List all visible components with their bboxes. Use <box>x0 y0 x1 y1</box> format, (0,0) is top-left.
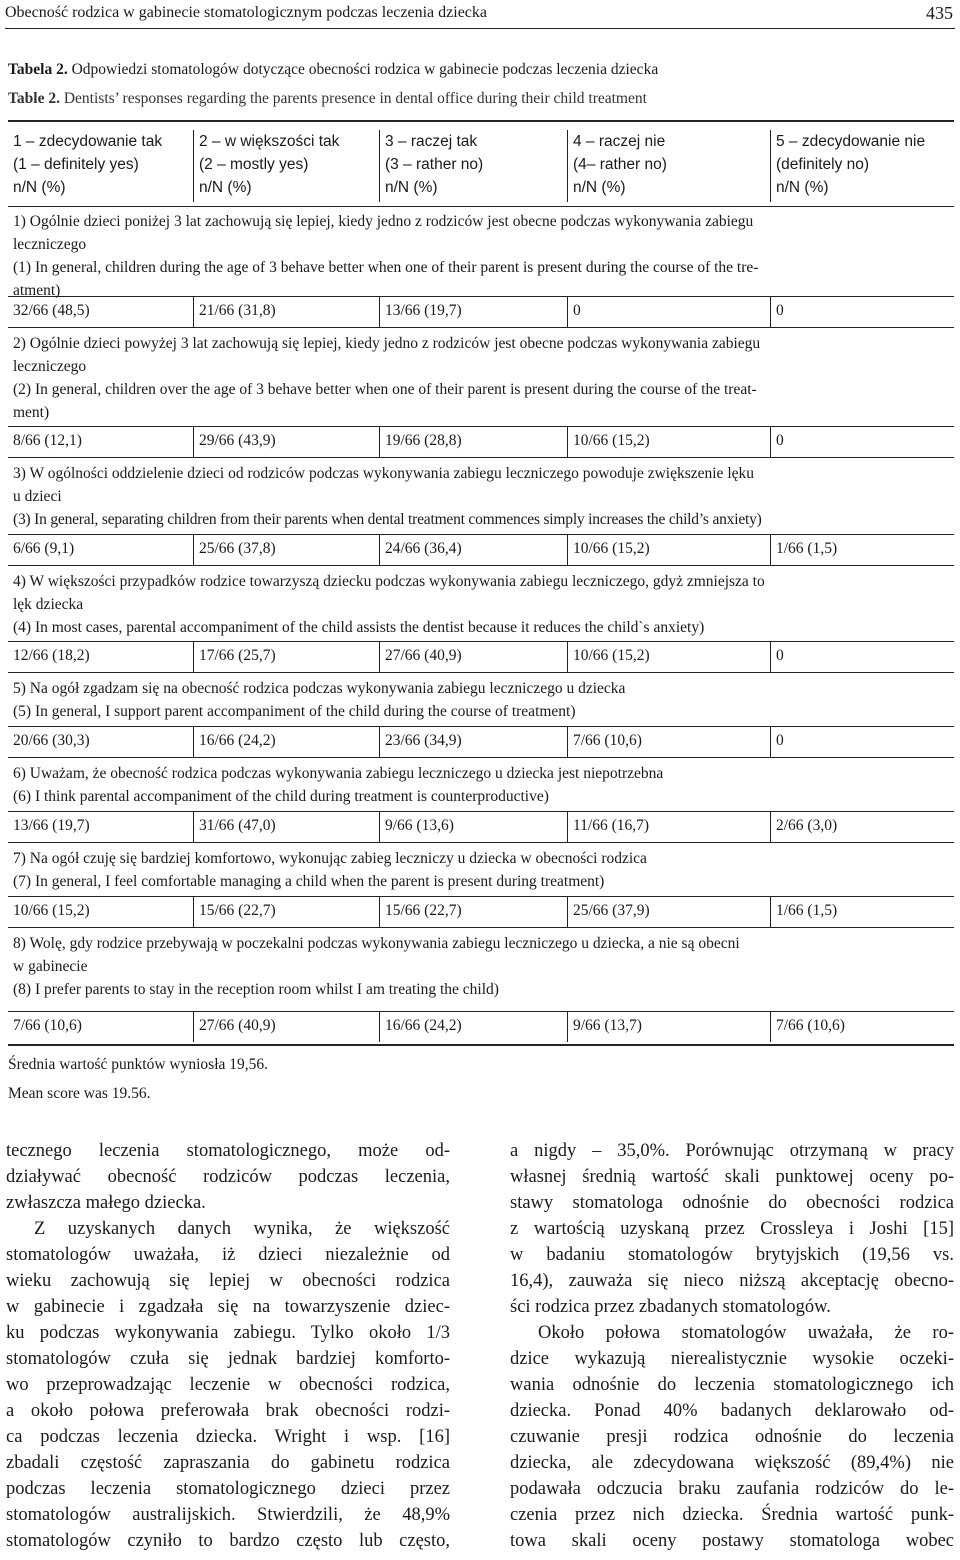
answer-cell: 19/66 (28,8) <box>379 427 567 457</box>
question-text <box>13 570 945 639</box>
answer-row <box>8 1011 954 1042</box>
answer-cell: 0 <box>770 642 954 672</box>
answer-cell: 25/66 (37,9) <box>567 897 770 927</box>
question-block-3 <box>8 458 954 566</box>
text-line: stomatologów czyniło to bardzo często lub często, <box>6 1531 450 1551</box>
text-line: Około połowa stomatologów uważała, że ro- <box>538 1323 954 1343</box>
question-text <box>13 677 945 723</box>
text-line: w gabinecie i zgadzała się na towarzyszenie dziec- <box>6 1297 450 1317</box>
question-block-6 <box>8 758 954 843</box>
question-line: u dzieci <box>13 488 62 505</box>
answer-cell: 15/66 (22,7) <box>379 897 567 927</box>
column-header-unit: n/N (%) <box>199 179 252 196</box>
question-line: (8) I prefer parents to stay in the reception room whilst I am treating the child) <box>13 981 499 998</box>
text-line: ści rodzica przez zbadanych stomatologów. <box>510 1297 831 1317</box>
answer-row <box>8 534 954 565</box>
text-line: stawy stomatologa odnośnie do obecności rodzica <box>510 1193 954 1213</box>
text-line: wania odnośnie do leczenia stomatologicznego ich <box>510 1375 954 1395</box>
question-text <box>13 932 945 1001</box>
text-line: stomatologów uważała, iż dzieci niezależnie od <box>6 1245 450 1265</box>
question-block-4 <box>8 566 954 673</box>
column-header-en: (1 – definitely yes) <box>13 156 139 173</box>
text-line: towa skali oceny postawy stomatologa wobec <box>510 1531 954 1551</box>
question-line: ment) <box>13 404 50 421</box>
column-header-unit: n/N (%) <box>776 179 829 196</box>
column-header-unit: n/N (%) <box>13 179 66 196</box>
text-line: działywać obecność rodziców podczas leczenia, <box>6 1167 450 1187</box>
text-line: a około połowa preferowała brak obecności rodzi- <box>6 1401 450 1421</box>
text-line: wo przeprowadzając leczenie w obecności rodzica, <box>6 1375 450 1395</box>
text-line: a nigdy – 35,0%. Porównując otrzymaną w pracy <box>510 1141 954 1161</box>
answer-cell: 23/66 (34,9) <box>379 727 567 757</box>
text-line: ca podczas leczenia dziecka. Wright i wsp. [16] <box>6 1427 450 1447</box>
answer-cell: 21/66 (31,8) <box>193 297 379 327</box>
answer-cell: 13/66 (19,7) <box>13 817 90 834</box>
table-note-en: Mean score was 19.56. <box>8 1085 151 1102</box>
answer-cell: 8/66 (12,1) <box>13 432 82 449</box>
body-text-right-column <box>510 1138 954 1554</box>
answer-cell: 25/66 (37,8) <box>193 535 379 565</box>
answer-row <box>8 726 954 757</box>
text-line: stomatologów australijskich. Stwierdzili, że 48,9% <box>6 1505 450 1525</box>
answer-cell: 6/66 (9,1) <box>13 540 75 557</box>
text-line: dzice wykazują nierealistycznie wysokie oczeki- <box>510 1349 954 1369</box>
answer-cell: 7/66 (10,6) <box>567 727 770 757</box>
question-text <box>13 847 945 893</box>
answer-cell: 10/66 (15,2) <box>567 535 770 565</box>
question-line: (1) In general, children during the age of 3 behave better when one of their parent is present during the course of the tre- <box>13 259 759 276</box>
question-line: 4) W większości przypadków rodzice towarzyszą dziecku podczas wykonywania zabiegu leczniczego, gdyż zmniejsza to <box>13 573 765 590</box>
answer-cell: 0 <box>770 427 954 457</box>
responses-table <box>8 120 954 1046</box>
column-header-pl: 2 – w większości tak <box>199 133 340 150</box>
question-line: 1) Ogólnie dzieci poniżej 3 lat zachowują się lepiej, kiedy jedno z rodziców jest obecne podczas wykonywania zabiegu <box>13 213 754 230</box>
answer-cell: 2/66 (3,0) <box>770 812 954 842</box>
column-header-en: (definitely no) <box>776 156 870 173</box>
answer-cell: 13/66 (19,7) <box>379 297 567 327</box>
answer-cell: 16/66 (24,2) <box>193 727 379 757</box>
paragraph <box>6 1138 450 1216</box>
answer-cell: 10/66 (15,2) <box>567 642 770 672</box>
answer-cell: 32/66 (48,5) <box>13 302 90 319</box>
question-block-7 <box>8 843 954 928</box>
answer-cell: 27/66 (40,9) <box>379 642 567 672</box>
answer-row <box>8 641 954 672</box>
answer-cell: 1/66 (1,5) <box>770 535 954 565</box>
answer-row <box>8 296 954 327</box>
answer-cell: 0 <box>567 297 770 327</box>
text-line: Z uzyskanych danych wynika, że większość <box>34 1219 450 1239</box>
answer-cell: 11/66 (16,7) <box>567 812 770 842</box>
column-header-2 <box>193 130 379 202</box>
question-line: 2) Ogólnie dzieci powyżej 3 lat zachowują się lepiej, kiedy jedno z rodziców jest obecne podczas wykonywania zabiegu <box>13 335 761 352</box>
question-text <box>13 462 945 531</box>
text-line: stomatologów czuła się jednak bardziej komforto- <box>6 1349 450 1369</box>
question-text <box>13 332 945 424</box>
answer-cell: 27/66 (40,9) <box>193 1012 379 1042</box>
question-text <box>13 762 945 808</box>
column-header-unit: n/N (%) <box>573 179 626 196</box>
answer-cell: 10/66 (15,2) <box>13 902 90 919</box>
question-line: (2) In general, children over the age of 3 behave better when one of their parent is present during the course of the treat- <box>13 381 757 398</box>
answer-row <box>8 811 954 842</box>
question-line: 5) Na ogół zgadzam się na obecność rodzica podczas wykonywania zabiegu leczniczego u dziecka <box>13 680 626 697</box>
column-header-en: (2 – mostly yes) <box>199 156 309 173</box>
answer-cell: 10/66 (15,2) <box>567 427 770 457</box>
column-header-unit: n/N (%) <box>385 179 438 196</box>
question-line: (3) In general, separating children from their parents when dental treatment commences simply increases the child’s anxiety) <box>13 511 762 528</box>
table-label-pl: Tabela 2. <box>8 61 68 78</box>
table-caption-text-en: Dentists’ responses regarding the parents presence in dental office during their child treatment <box>59 90 647 107</box>
text-line: zwłaszcza małego dziecka. <box>6 1193 206 1213</box>
question-line: 3) W ogólności oddzielenie dzieci od rodziców podczas wykonywania zabiegu leczniczego powoduje zwiększenie lęku <box>13 465 755 482</box>
question-block-8 <box>8 928 954 1042</box>
answer-row <box>8 426 954 457</box>
table-caption-en <box>8 89 647 109</box>
answer-cell: 17/66 (25,7) <box>193 642 379 672</box>
answer-cell: 15/66 (22,7) <box>193 897 379 927</box>
text-line: zbadali częstość zapraszania do gabinetu rodzica <box>6 1453 450 1473</box>
paragraph <box>510 1138 954 1320</box>
text-line: ku podczas wykonywania zabiegu. Tylko około 1/3 <box>6 1323 450 1343</box>
text-line: własnej średnią wartość skali punktowej oceny po- <box>510 1167 954 1187</box>
answer-cell: 24/66 (36,4) <box>379 535 567 565</box>
question-block-2 <box>8 328 954 458</box>
text-line: podawała odczucia braku zaufania rodziców do le- <box>510 1479 954 1499</box>
question-line: (7) In general, I feel comfortable managing a child when the parent is present during treatment) <box>13 873 605 890</box>
text-line: dziecka, ale zdecydowana większość (89,4%) nie <box>510 1453 954 1473</box>
text-line: z wartością uzyskaną przez Crossleya i Joshi [15] <box>510 1219 954 1239</box>
answer-cell: 29/66 (43,9) <box>193 427 379 457</box>
column-header-4 <box>567 130 770 202</box>
column-header-1 <box>8 130 193 202</box>
question-block-5 <box>8 673 954 758</box>
text-line: 16,4), zauważa się nieco niższą akceptację obecno- <box>510 1271 954 1291</box>
text-line: dziecka. Ponad 40% badanych deklarowało od- <box>510 1401 954 1421</box>
column-header-5 <box>770 130 954 202</box>
answer-cell: 0 <box>770 727 954 757</box>
text-line: czenia przez nich dziecka. Średnia wartość punk- <box>510 1505 954 1525</box>
answer-cell: 7/66 (10,6) <box>13 1017 82 1034</box>
table-caption-text-pl: Odpowiedzi stomatologów dotyczące obecności rodzica w gabinecie podczas leczenia dziecka <box>67 61 659 78</box>
page-number: 435 <box>926 3 953 23</box>
question-line: (6) I think parental accompaniment of the child during treatment is counterproductive) <box>13 788 549 805</box>
running-head-title: Obecność rodzica w gabinecie stomatologicznym podczas leczenia dziecka <box>5 4 487 21</box>
answer-cell: 16/66 (24,2) <box>379 1012 567 1042</box>
table-caption-pl <box>8 60 658 80</box>
answer-cell: 1/66 (1,5) <box>770 897 954 927</box>
text-line: w badaniu stomatologów brytyjskich (19,56 vs. <box>510 1245 954 1265</box>
question-block-1 <box>8 206 954 328</box>
text-line: czuwanie presji rodzica odnośnie do leczenia <box>510 1427 954 1447</box>
column-header-pl: 1 – zdecydowanie tak <box>13 133 163 150</box>
answer-cell: 31/66 (47,0) <box>193 812 379 842</box>
column-header-pl: 5 – zdecydowanie nie <box>776 133 926 150</box>
answer-cell: 20/66 (30,3) <box>13 732 90 749</box>
answer-cell: 9/66 (13,6) <box>379 812 567 842</box>
table-header-row <box>8 122 954 207</box>
question-line: leczniczego <box>13 236 87 253</box>
question-line: 7) Na ogół czuję się bardziej komfortowo, wykonując zabieg leczniczy u dziecka w obecności rodzica <box>13 850 647 867</box>
question-line: lęk dziecka <box>13 596 84 613</box>
column-header-en: (4– rather no) <box>573 156 667 173</box>
table-label-en: Table 2. <box>8 90 60 107</box>
answer-cell: 0 <box>770 297 954 327</box>
question-line: 8) Wolę, gdy rodzice przebywają w poczekalni podczas wykonywania zabiegu leczniczego u dziecka, a nie są obecni <box>13 935 740 952</box>
question-line: leczniczego <box>13 358 87 375</box>
question-line: (4) In most cases, parental accompaniment of the child assists the dentist because it reduces the child`s anxiety) <box>13 619 705 636</box>
question-text <box>13 210 945 302</box>
paragraph <box>6 1216 450 1554</box>
answer-row <box>8 896 954 927</box>
question-line: 6) Uważam, że obecność rodzica podczas wykonywania zabiegu leczniczego u dziecka jest niepotrzebna <box>13 765 664 782</box>
column-header-pl: 3 – raczej tak <box>385 133 478 150</box>
running-head <box>5 0 955 29</box>
answer-cell: 7/66 (10,6) <box>770 1012 954 1042</box>
table-note-pl: Średnia wartość punktów wyniosła 19,56. <box>8 1056 269 1073</box>
text-line: podczas leczenia stomatologicznego dzieci przez <box>6 1479 450 1499</box>
column-header-3 <box>379 130 567 202</box>
column-header-pl: 4 – raczej nie <box>573 133 666 150</box>
question-line: w gabinecie <box>13 958 88 975</box>
text-line: tecznego leczenia stomatologicznego, może od- <box>6 1141 450 1161</box>
answer-cell: 9/66 (13,7) <box>567 1012 770 1042</box>
answer-cell: 12/66 (18,2) <box>13 647 90 664</box>
paragraph <box>510 1320 954 1554</box>
text-line: wieku zachowują się lepiej w obecności rodzica <box>6 1271 450 1291</box>
question-line: atment) <box>13 282 61 299</box>
body-text-left-column <box>6 1138 450 1554</box>
column-header-en: (3 – rather no) <box>385 156 484 173</box>
question-line: (5) In general, I support parent accompaniment of the child during the course of treatment) <box>13 703 576 720</box>
